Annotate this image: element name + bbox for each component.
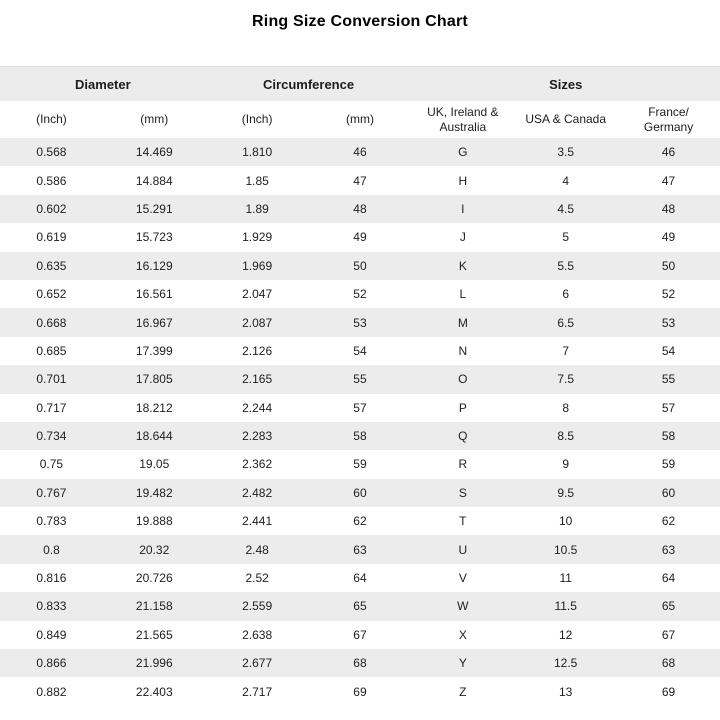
table-cell: 55 xyxy=(353,372,367,387)
table-row xyxy=(0,280,720,308)
table-cell: 68 xyxy=(353,656,367,671)
table-row xyxy=(0,422,720,450)
table-cell: 60 xyxy=(661,485,676,500)
table-cell: 0.602 xyxy=(36,201,67,216)
table-cell: 46 xyxy=(661,145,676,160)
table-row xyxy=(0,621,720,649)
table-cell: 21.565 xyxy=(135,627,173,642)
table-cell: 59 xyxy=(661,457,676,472)
column-header-row xyxy=(0,101,720,138)
table-cell: 10.5 xyxy=(553,542,578,557)
table-cell: 9 xyxy=(562,457,570,472)
table-cell: G xyxy=(458,145,468,160)
table-cell: 57 xyxy=(661,400,676,415)
table-cell: 1.89 xyxy=(245,201,269,216)
column-header: USA & Canada xyxy=(514,101,617,138)
table-row xyxy=(0,252,720,280)
table-cell: 21.996 xyxy=(135,656,173,671)
table-cell: L xyxy=(459,287,467,302)
table-cell: 10 xyxy=(558,514,573,529)
table-cell: 0.734 xyxy=(36,429,67,444)
table-cell: 12.5 xyxy=(553,656,578,671)
table-cell: V xyxy=(458,571,467,586)
table-body xyxy=(0,138,720,706)
table-cell: 67 xyxy=(661,627,676,642)
table-cell: W xyxy=(457,599,469,614)
table-cell: 0.882 xyxy=(36,684,67,699)
table-row xyxy=(0,450,720,478)
table-cell: 2.717 xyxy=(242,684,273,699)
table-cell: 16.129 xyxy=(135,258,173,273)
table-cell: 1.929 xyxy=(242,230,273,245)
table-cell: 1.969 xyxy=(242,258,273,273)
table-cell: 65 xyxy=(353,599,367,614)
column-header: (Inch) xyxy=(206,101,309,138)
table-cell: 11.5 xyxy=(554,599,577,614)
table-cell: K xyxy=(458,258,467,273)
table-cell: 0.783 xyxy=(36,514,67,529)
table-cell: N xyxy=(458,343,468,358)
table-row xyxy=(0,166,720,194)
column-header: (mm) xyxy=(103,101,206,138)
table-cell: 46 xyxy=(353,145,367,160)
table-cell: 69 xyxy=(353,684,367,699)
ring-size-conversion-table xyxy=(0,66,720,706)
table-row xyxy=(0,564,720,592)
table-row xyxy=(0,365,720,393)
table-cell: 18.644 xyxy=(135,429,173,444)
table-cell: 53 xyxy=(353,315,367,330)
table-row xyxy=(0,592,720,620)
table-cell: 8.5 xyxy=(557,429,575,444)
table-cell: 19.482 xyxy=(135,485,173,500)
table-cell: U xyxy=(458,542,468,557)
table-cell: 49 xyxy=(661,230,676,245)
table-cell: 47 xyxy=(353,173,367,188)
table-cell: 2.362 xyxy=(242,457,273,472)
table-cell: 17.805 xyxy=(135,372,173,387)
table-cell: 0.8 xyxy=(43,542,60,557)
table-cell: 2.559 xyxy=(242,599,273,614)
table-cell: 13 xyxy=(558,684,573,699)
column-header: (Inch) xyxy=(0,101,103,138)
table-cell: 0.668 xyxy=(36,315,67,330)
table-cell: 20.32 xyxy=(139,542,170,557)
table-cell: 0.619 xyxy=(36,230,67,245)
table-cell: 18.212 xyxy=(135,400,173,415)
table-cell: I xyxy=(461,201,465,216)
table-row xyxy=(0,535,720,563)
table-cell: 4.5 xyxy=(557,201,575,216)
table-row xyxy=(0,479,720,507)
group-header-row xyxy=(0,67,720,102)
table-cell: 22.403 xyxy=(135,684,173,699)
table-cell: 14.884 xyxy=(135,173,173,188)
table-cell: 55 xyxy=(661,372,676,387)
table-cell: 2.482 xyxy=(242,485,273,500)
table-cell: 9.5 xyxy=(557,485,575,500)
table-cell: 2.283 xyxy=(242,429,273,444)
page-title: Ring Size Conversion Chart xyxy=(252,13,468,30)
table-cell: 4 xyxy=(562,173,570,188)
table-cell: R xyxy=(458,457,468,472)
table-cell: 48 xyxy=(661,201,676,216)
table-cell: 0.586 xyxy=(36,173,67,188)
table-row xyxy=(0,195,720,223)
table-cell: J xyxy=(459,230,466,245)
table-cell: 2.441 xyxy=(242,514,273,529)
table-cell: X xyxy=(458,627,467,642)
table-cell: 2.244 xyxy=(242,400,273,415)
table-cell: M xyxy=(457,315,468,330)
table-cell: 17.399 xyxy=(135,343,173,358)
table-cell: 19.05 xyxy=(139,457,170,472)
table-cell: 6 xyxy=(562,287,570,302)
table-cell: 6.5 xyxy=(557,315,575,330)
table-row xyxy=(0,677,720,705)
table-header xyxy=(0,67,720,139)
table-cell: 48 xyxy=(353,201,367,216)
table-cell: 19.888 xyxy=(135,514,173,529)
table-cell: 64 xyxy=(353,571,367,586)
table-cell: 15.291 xyxy=(135,201,173,216)
group-header-diameter: Diameter xyxy=(0,67,206,102)
table-row xyxy=(0,649,720,677)
table-cell: 21.158 xyxy=(135,599,173,614)
table-cell: 15.723 xyxy=(135,230,173,245)
table-cell: 67 xyxy=(353,627,367,642)
table-cell: Q xyxy=(458,429,468,444)
table-row xyxy=(0,507,720,535)
table-cell: 16.561 xyxy=(135,287,173,302)
table-cell: 0.767 xyxy=(36,485,67,500)
table-row xyxy=(0,138,720,166)
table-cell: 12 xyxy=(558,627,573,642)
table-cell: T xyxy=(459,514,467,529)
table-cell: 62 xyxy=(353,514,367,529)
table-cell: 0.568 xyxy=(36,145,67,160)
table-cell: 57 xyxy=(353,400,367,415)
column-header: France/ Germany xyxy=(617,101,720,138)
table-cell: 7.5 xyxy=(557,372,575,387)
table-cell: 0.75 xyxy=(39,457,64,472)
column-header: (mm) xyxy=(309,101,412,138)
table-cell: 2.087 xyxy=(242,315,273,330)
table-cell: 63 xyxy=(661,542,676,557)
table-cell: 1.810 xyxy=(242,145,273,160)
table-cell: Z xyxy=(459,684,467,699)
table-cell: 60 xyxy=(353,485,367,500)
table-cell: 2.165 xyxy=(242,372,273,387)
table-cell: 58 xyxy=(661,429,676,444)
table-cell: 0.652 xyxy=(36,287,67,302)
table-cell: 11 xyxy=(559,571,572,586)
table-cell: 62 xyxy=(661,514,676,529)
table-cell: 0.816 xyxy=(36,571,67,586)
table-cell: 0.635 xyxy=(36,258,67,273)
table-cell: 0.701 xyxy=(36,372,67,387)
table-cell: 2.126 xyxy=(242,343,273,358)
table-cell: 2.638 xyxy=(242,627,273,642)
table-cell: P xyxy=(458,400,467,415)
table-cell: 2.48 xyxy=(245,542,269,557)
table-cell: 59 xyxy=(353,457,367,472)
table-cell: Y xyxy=(458,656,467,671)
table-cell: 0.849 xyxy=(36,627,67,642)
table-cell: 0.833 xyxy=(36,599,67,614)
table-cell: 0.685 xyxy=(36,343,67,358)
table-cell: 0.717 xyxy=(36,400,67,415)
table-cell: 63 xyxy=(353,542,367,557)
table-row xyxy=(0,308,720,336)
table-cell: 1.85 xyxy=(245,173,269,188)
table-cell: 52 xyxy=(661,287,676,302)
table-cell: 58 xyxy=(353,429,367,444)
table-cell: 14.469 xyxy=(135,145,173,160)
table-cell: 2.52 xyxy=(245,571,269,586)
table-cell: 50 xyxy=(353,258,367,273)
table-cell: 69 xyxy=(661,684,676,699)
table-cell: 50 xyxy=(661,258,676,273)
table-cell: 54 xyxy=(661,343,676,358)
table-cell: O xyxy=(458,372,468,387)
table-cell: 64 xyxy=(661,571,676,586)
group-header-sizes: Sizes xyxy=(411,67,720,102)
table-cell: 7 xyxy=(562,343,570,358)
table-cell: 0.866 xyxy=(36,656,67,671)
group-header-circumference: Circumference xyxy=(206,67,412,102)
table-cell: 8 xyxy=(562,400,570,415)
table-cell: H xyxy=(458,173,468,188)
table-cell: 20.726 xyxy=(135,571,173,586)
table-cell: 53 xyxy=(661,315,676,330)
table-cell: 47 xyxy=(661,173,676,188)
table-cell: S xyxy=(458,485,467,500)
table-cell: 68 xyxy=(661,656,676,671)
table-cell: 49 xyxy=(353,230,367,245)
table-row xyxy=(0,337,720,365)
table-row xyxy=(0,394,720,422)
table-cell: 2.047 xyxy=(242,287,273,302)
column-header: UK, Ireland & Australia xyxy=(411,101,514,138)
table-cell: 65 xyxy=(661,599,676,614)
table-cell: 5.5 xyxy=(557,258,575,273)
table-cell: 3.5 xyxy=(557,145,575,160)
table-cell: 16.967 xyxy=(135,315,173,330)
table-row xyxy=(0,223,720,251)
table-cell: 54 xyxy=(353,343,367,358)
table-cell: 52 xyxy=(353,287,367,302)
table-cell: 5 xyxy=(562,230,570,245)
table-cell: 2.677 xyxy=(242,656,273,671)
